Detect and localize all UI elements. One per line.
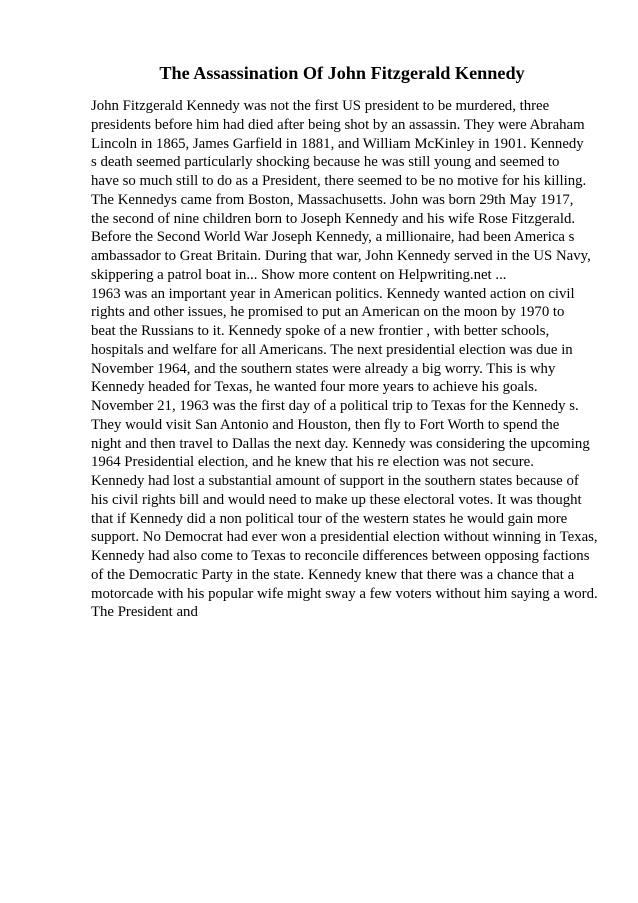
- body-line: presidents before him had died after being shot by an assassin. They were Abraham: [91, 116, 585, 133]
- body-line: of the Democratic Party in the state. Kennedy knew that there was a chance that a: [91, 566, 575, 583]
- body-line: his civil rights bill and would need to make up these electoral votes. It was thought: [91, 491, 582, 508]
- body-line: motorcade with his popular wife might sway a few voters without him saying a word.: [91, 585, 598, 602]
- body-line: rights and other issues, he promised to put an American on the moon by 1970 to: [91, 304, 565, 321]
- document-body: [91, 97, 611, 622]
- body-line: The Kennedys came from Boston, Massachusetts. John was born 29th May 1917,: [91, 191, 574, 208]
- body-line: They would visit San Antonio and Houston, then fly to Fort Worth to spend the: [91, 416, 560, 433]
- body-line: November 21, 1963 was the first day of a political trip to Texas for the Kennedy s.: [91, 398, 579, 414]
- body-line: beat the Russians to it. Kennedy spoke of a new frontier , with better schools,: [91, 323, 550, 339]
- body-line: Before the Second World War Joseph Kennedy, a millionaire, had been America s: [91, 229, 575, 246]
- body-line: November 1964, and the southern states were already a big worry. This is why: [91, 360, 556, 377]
- body-line: the second of nine children born to Joseph Kennedy and his wife Rose Fitzgerald.: [91, 210, 576, 227]
- body-line: that if Kennedy did a non political tour of the western states he would gain more: [91, 510, 568, 527]
- body-line: Kennedy had lost a substantial amount of support in the southern states because of: [91, 473, 579, 489]
- body-line: Lincoln in 1865, James Garfield in 1881, and William McKinley in 1901. Kennedy: [91, 135, 584, 152]
- body-line: John Fitzgerald Kennedy was not the first US president to be murdered, three: [91, 98, 550, 114]
- body-line: 1964 Presidential election, and he knew that his re election was not secure.: [91, 454, 534, 471]
- body-line: Kennedy headed for Texas, he wanted four more years to achieve his goals.: [91, 379, 538, 396]
- body-line: hospitals and welfare for all Americans. The next presidential election was due in: [91, 341, 573, 358]
- body-line: Kennedy had also come to Texas to reconcile differences between opposing factions: [91, 548, 590, 564]
- body-line: skippering a patrol boat in... Show more content on Helpwriting.net ...: [91, 266, 507, 283]
- body-line: night and then travel to Dallas the next day. Kennedy was considering the upcoming: [91, 435, 590, 452]
- body-line: have so much still to do as a President, there seemed to be no motive for his killing.: [91, 173, 587, 189]
- body-line: ambassador to Great Britain. During that war, John Kennedy served in the US Navy,: [91, 248, 591, 264]
- body-line: support. No Democrat had ever won a presidential election without winning in Texas,: [91, 529, 598, 546]
- body-line: The President and: [91, 604, 198, 621]
- document-title: The Assassination Of John Fitzgerald Kennedy: [159, 63, 525, 83]
- body-line: 1963 was an important year in American politics. Kennedy wanted action on civil: [91, 285, 575, 302]
- body-line: s death seemed particularly shocking because he was still young and seemed to: [91, 154, 560, 171]
